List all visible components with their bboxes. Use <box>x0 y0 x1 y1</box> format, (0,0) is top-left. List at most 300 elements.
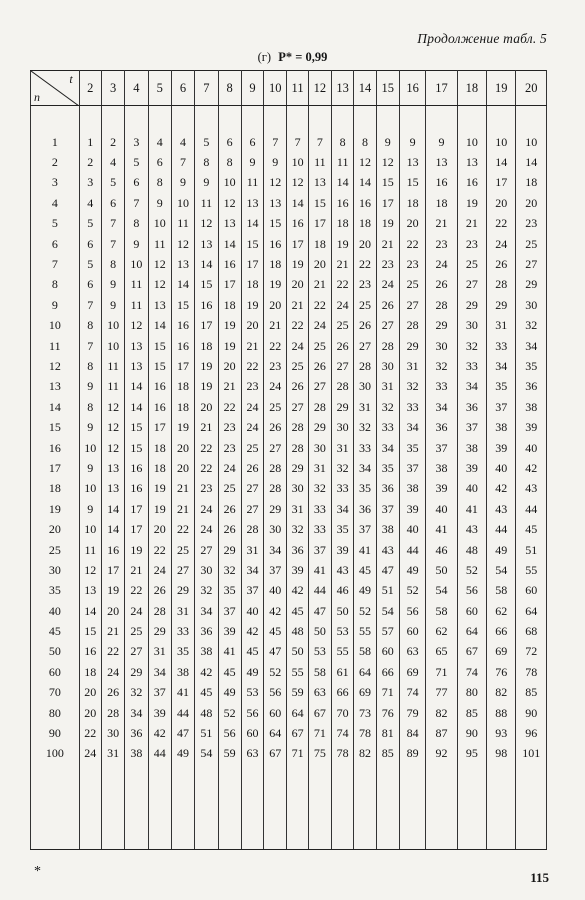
table-cell: 17 <box>218 275 241 295</box>
spacer-cell <box>457 106 486 133</box>
table-cell: 16 <box>457 173 486 193</box>
table-cell: 20 <box>101 601 124 621</box>
table-cell: 9 <box>79 377 101 397</box>
table-cell: 95 <box>457 744 486 764</box>
table-cell: 7 <box>101 214 124 234</box>
table-cell: 30 <box>308 438 331 458</box>
table-cell: 42 <box>487 479 516 499</box>
table-cell: 31 <box>487 316 516 336</box>
table-cell: 50 <box>426 560 457 580</box>
table-cell: 25 <box>399 275 425 295</box>
table-cell: 7 <box>287 132 308 152</box>
table-cell: 12 <box>171 234 194 254</box>
filler-cell <box>426 764 457 850</box>
table-cell: 16 <box>195 295 218 315</box>
table-cell: 34 <box>264 540 287 560</box>
table-cell: 27 <box>376 316 399 336</box>
table-cell: 20 <box>241 316 263 336</box>
table-cell: 72 <box>516 642 547 662</box>
table-cell: 66 <box>376 662 399 682</box>
table-cell: 7 <box>125 193 148 213</box>
table-cell: 22 <box>171 519 194 539</box>
table-cell: 37 <box>308 540 331 560</box>
table-cell: 22 <box>241 356 263 376</box>
table-cell: 50 <box>332 601 354 621</box>
table-cell: 14 <box>195 254 218 274</box>
table-cell: 26 <box>148 581 171 601</box>
table-cell: 18 <box>79 662 101 682</box>
table-cell: 21 <box>287 295 308 315</box>
table-row <box>31 642 547 662</box>
table-cell: 34 <box>516 336 547 356</box>
table-cell: 12 <box>376 152 399 172</box>
table-header-row <box>31 71 547 106</box>
table-cell: 43 <box>457 519 486 539</box>
row-label-n: 1 <box>31 132 80 152</box>
column-header-t-7: 7 <box>195 71 218 106</box>
table-cell: 98 <box>487 744 516 764</box>
table-cell: 14 <box>241 214 263 234</box>
table-body <box>31 106 547 850</box>
table-cell: 33 <box>376 417 399 437</box>
table-cell: 32 <box>218 560 241 580</box>
table-cell: 36 <box>125 723 148 743</box>
table-cell: 69 <box>354 683 376 703</box>
table-cell: 33 <box>308 519 331 539</box>
table-cell: 9 <box>376 132 399 152</box>
table-cell: 26 <box>264 417 287 437</box>
table-cell: 10 <box>218 173 241 193</box>
table-cell: 11 <box>101 356 124 376</box>
table-cell: 14 <box>354 173 376 193</box>
table-cell: 37 <box>457 417 486 437</box>
table-cell: 19 <box>332 234 354 254</box>
column-header-t-3: 3 <box>101 71 124 106</box>
table-cell: 12 <box>148 275 171 295</box>
table-cell: 63 <box>399 642 425 662</box>
table-cell: 25 <box>332 316 354 336</box>
row-label-n: 60 <box>31 662 80 682</box>
table-cell: 21 <box>308 275 331 295</box>
table-cell: 16 <box>79 642 101 662</box>
table-cell: 21 <box>426 214 457 234</box>
filler-cell <box>241 764 263 850</box>
table-cell: 36 <box>354 499 376 519</box>
table-cell: 29 <box>218 540 241 560</box>
table-cell: 15 <box>241 234 263 254</box>
table-cell: 39 <box>457 458 486 478</box>
table-cell: 26 <box>308 356 331 376</box>
table-cell: 11 <box>195 193 218 213</box>
table-cell: 56 <box>218 723 241 743</box>
table-cell: 19 <box>171 417 194 437</box>
row-label-n: 10 <box>31 316 80 336</box>
table-cell: 26 <box>101 683 124 703</box>
table-cell: 48 <box>195 703 218 723</box>
table-cell: 5 <box>101 173 124 193</box>
column-header-t-20: 20 <box>516 71 547 106</box>
table-cell: 10 <box>101 316 124 336</box>
filler-cell <box>171 764 194 850</box>
table-cell: 60 <box>399 621 425 641</box>
spacer-cell <box>332 106 354 133</box>
table-cell: 28 <box>101 703 124 723</box>
table-cell: 87 <box>426 723 457 743</box>
table-cell: 21 <box>264 316 287 336</box>
table-cell: 24 <box>426 254 457 274</box>
table-cell: 13 <box>125 336 148 356</box>
table-cell: 15 <box>125 417 148 437</box>
table-cell: 18 <box>332 214 354 234</box>
table-cell: 85 <box>376 744 399 764</box>
table-cell: 26 <box>218 519 241 539</box>
table-cell: 27 <box>125 642 148 662</box>
table-cell: 24 <box>125 601 148 621</box>
table-cell: 35 <box>171 642 194 662</box>
table-cell: 38 <box>457 438 486 458</box>
filler-cell <box>332 764 354 850</box>
table-cell: 29 <box>457 295 486 315</box>
table-cell: 71 <box>426 662 457 682</box>
table-cell: 34 <box>148 662 171 682</box>
table-cell: 7 <box>101 234 124 254</box>
row-label-n: 12 <box>31 356 80 376</box>
table-cell: 11 <box>125 275 148 295</box>
table-cell: 21 <box>218 377 241 397</box>
table-cell: 37 <box>148 683 171 703</box>
table-cell: 50 <box>287 642 308 662</box>
table-cell: 9 <box>195 173 218 193</box>
table-cell: 13 <box>308 173 331 193</box>
table-cell: 16 <box>148 377 171 397</box>
table-cell: 58 <box>308 662 331 682</box>
row-label-n: 2 <box>31 152 80 172</box>
table-cell: 37 <box>218 601 241 621</box>
table-cell: 18 <box>399 193 425 213</box>
table-cell: 17 <box>487 173 516 193</box>
table-row <box>31 540 547 560</box>
table-cell: 26 <box>487 254 516 274</box>
table-cell: 13 <box>195 234 218 254</box>
table-cell: 31 <box>287 499 308 519</box>
table-cell: 21 <box>171 479 194 499</box>
table-cell: 26 <box>354 316 376 336</box>
table-row <box>31 662 547 682</box>
table-cell: 47 <box>171 723 194 743</box>
table-cell: 80 <box>457 683 486 703</box>
table-cell: 34 <box>195 601 218 621</box>
table-cell: 60 <box>376 642 399 662</box>
table-cell: 23 <box>426 234 457 254</box>
row-label-n: 15 <box>31 417 80 437</box>
table-cell: 31 <box>376 377 399 397</box>
table-cell: 64 <box>264 723 287 743</box>
table-cell: 31 <box>354 397 376 417</box>
table-cell: 82 <box>354 744 376 764</box>
table-cell: 21 <box>241 336 263 356</box>
table-cell: 43 <box>332 560 354 580</box>
column-header-t-11: 11 <box>287 71 308 106</box>
table-cell: 15 <box>376 173 399 193</box>
spacer-cell <box>171 106 194 133</box>
table-cell: 21 <box>171 499 194 519</box>
table-cell: 13 <box>426 152 457 172</box>
table-cell: 22 <box>287 316 308 336</box>
table-row <box>31 397 547 417</box>
table-cell: 26 <box>218 499 241 519</box>
table-cell: 68 <box>516 621 547 641</box>
table-cell: 11 <box>79 540 101 560</box>
table-cell: 6 <box>79 234 101 254</box>
table-cell: 5 <box>79 214 101 234</box>
table-cell: 19 <box>264 275 287 295</box>
table-cell: 22 <box>148 540 171 560</box>
table-cell: 30 <box>264 519 287 539</box>
table-cell: 19 <box>195 377 218 397</box>
table-cell: 28 <box>399 316 425 336</box>
table-cell: 6 <box>148 152 171 172</box>
table-cell: 14 <box>516 152 547 172</box>
table-cell: 9 <box>148 193 171 213</box>
table-cell: 9 <box>79 458 101 478</box>
table-cell: 52 <box>399 581 425 601</box>
table-cell: 3 <box>79 173 101 193</box>
table-row <box>31 744 547 764</box>
table-cell: 88 <box>487 703 516 723</box>
table-cell: 14 <box>79 601 101 621</box>
table-cell: 12 <box>354 152 376 172</box>
filler-cell <box>308 764 331 850</box>
table-cell: 11 <box>241 173 263 193</box>
table-cell: 43 <box>516 479 547 499</box>
table-cell: 42 <box>195 662 218 682</box>
table-cell: 29 <box>516 275 547 295</box>
table-cell: 93 <box>487 723 516 743</box>
table-cell: 90 <box>457 723 486 743</box>
table-cell: 21 <box>101 621 124 641</box>
table-cell: 12 <box>287 173 308 193</box>
table-cell: 14 <box>101 519 124 539</box>
table-cell: 17 <box>125 499 148 519</box>
table-cell: 32 <box>287 519 308 539</box>
table-row <box>31 458 547 478</box>
table-cell: 18 <box>426 193 457 213</box>
table-cell: 15 <box>148 336 171 356</box>
table-cell: 23 <box>354 275 376 295</box>
table-cell: 31 <box>308 458 331 478</box>
table-cell: 20 <box>487 193 516 213</box>
table-cell: 45 <box>264 621 287 641</box>
table-cell: 31 <box>241 540 263 560</box>
table-cell: 70 <box>332 703 354 723</box>
table-cell: 13 <box>79 581 101 601</box>
table-cell: 7 <box>79 295 101 315</box>
table-cell: 30 <box>426 336 457 356</box>
table-cell: 12 <box>101 417 124 437</box>
table-cell: 18 <box>148 458 171 478</box>
row-label-n: 80 <box>31 703 80 723</box>
table-cell: 49 <box>171 744 194 764</box>
table-cell: 14 <box>148 316 171 336</box>
table-cell: 55 <box>516 560 547 580</box>
filler-cell <box>148 764 171 850</box>
table-cell: 12 <box>148 254 171 274</box>
table-cell: 34 <box>487 356 516 376</box>
corner-label-n: n <box>34 90 40 104</box>
table-cell: 22 <box>332 275 354 295</box>
table-cell: 16 <box>332 193 354 213</box>
table-cell: 42 <box>516 458 547 478</box>
table-cell: 23 <box>218 438 241 458</box>
table-cell: 18 <box>308 234 331 254</box>
table-cell: 42 <box>264 601 287 621</box>
table-cell: 24 <box>79 744 101 764</box>
table-cell: 13 <box>125 356 148 376</box>
table-row <box>31 581 547 601</box>
column-header-t-17: 17 <box>426 71 457 106</box>
table-cell: 25 <box>287 356 308 376</box>
table-cell: 27 <box>308 377 331 397</box>
table-cell: 7 <box>264 132 287 152</box>
table-cell: 58 <box>487 581 516 601</box>
page-number: 115 <box>530 870 549 885</box>
table-row <box>31 723 547 743</box>
table-cell: 29 <box>308 417 331 437</box>
table-cell: 32 <box>195 581 218 601</box>
filler-cell <box>125 764 148 850</box>
table-row <box>31 214 547 234</box>
table-cell: 8 <box>354 132 376 152</box>
table-cell: 22 <box>264 336 287 356</box>
table-cell: 25 <box>218 479 241 499</box>
column-header-t-4: 4 <box>125 71 148 106</box>
table-cell: 16 <box>171 316 194 336</box>
row-label-n: 70 <box>31 683 80 703</box>
spacer-cell <box>218 106 241 133</box>
table-cell: 17 <box>287 234 308 254</box>
table-cell: 59 <box>287 683 308 703</box>
table-cell: 17 <box>125 519 148 539</box>
table-cell: 12 <box>125 316 148 336</box>
table-cell: 39 <box>516 417 547 437</box>
table-cell: 49 <box>354 581 376 601</box>
table-cell: 32 <box>399 377 425 397</box>
table-cell: 37 <box>487 397 516 417</box>
table-cell: 16 <box>426 173 457 193</box>
table-cell: 28 <box>264 479 287 499</box>
table-cell: 58 <box>354 642 376 662</box>
table-cell: 96 <box>516 723 547 743</box>
table-cell: 13 <box>457 152 486 172</box>
table-cell: 73 <box>354 703 376 723</box>
table-cell: 38 <box>171 662 194 682</box>
table-cell: 44 <box>148 744 171 764</box>
table-cell: 32 <box>332 458 354 478</box>
table-cell: 26 <box>426 275 457 295</box>
table-cell: 37 <box>354 519 376 539</box>
table-cell: 38 <box>426 458 457 478</box>
table-cell: 27 <box>399 295 425 315</box>
row-label-n: 7 <box>31 254 80 274</box>
table-cell: 20 <box>148 519 171 539</box>
table-cell: 6 <box>79 275 101 295</box>
row-label-n: 6 <box>31 234 80 254</box>
table-cell: 8 <box>148 173 171 193</box>
table-row <box>31 275 547 295</box>
table-cell: 82 <box>426 703 457 723</box>
table-cell: 1 <box>79 132 101 152</box>
table-cell: 30 <box>354 377 376 397</box>
table-cell: 81 <box>376 723 399 743</box>
table-cell: 101 <box>516 744 547 764</box>
table-cell: 17 <box>308 214 331 234</box>
table-cell: 20 <box>354 234 376 254</box>
table-cell: 48 <box>457 540 486 560</box>
footer-mark: * <box>34 864 41 879</box>
table-cell: 13 <box>241 193 263 213</box>
table-cell: 27 <box>457 275 486 295</box>
table-cell: 9 <box>79 417 101 437</box>
table-cell: 37 <box>241 581 263 601</box>
table-cell: 13 <box>148 295 171 315</box>
table-cell: 17 <box>101 560 124 580</box>
table-cell: 44 <box>399 540 425 560</box>
table-cell: 17 <box>171 356 194 376</box>
table-cell: 43 <box>487 499 516 519</box>
table-cell: 26 <box>287 377 308 397</box>
column-header-t-8: 8 <box>218 71 241 106</box>
table-row <box>31 173 547 193</box>
table-cell: 52 <box>264 662 287 682</box>
table-cell: 34 <box>399 417 425 437</box>
spacer-cell <box>148 106 171 133</box>
table-cell: 62 <box>426 621 457 641</box>
table-cell: 41 <box>171 683 194 703</box>
table-cell: 31 <box>101 744 124 764</box>
table-cell: 39 <box>218 621 241 641</box>
table-cell: 22 <box>487 214 516 234</box>
table-cell: 5 <box>125 152 148 172</box>
table-cell: 21 <box>125 560 148 580</box>
table-cell: 47 <box>264 642 287 662</box>
table-cell: 24 <box>241 397 263 417</box>
table-cell: 20 <box>79 703 101 723</box>
table-cell: 10 <box>125 254 148 274</box>
table-cell: 41 <box>354 540 376 560</box>
table-cell: 18 <box>241 275 263 295</box>
table-cell: 12 <box>101 438 124 458</box>
table-cell: 18 <box>354 214 376 234</box>
filler-cell <box>31 764 80 850</box>
table-cell: 35 <box>487 377 516 397</box>
table-cell: 18 <box>516 173 547 193</box>
table-cell: 19 <box>218 316 241 336</box>
table-cell: 89 <box>399 744 425 764</box>
table-continuation-header: Продолжение табл. 5 <box>417 31 547 46</box>
table-cell: 52 <box>354 601 376 621</box>
table-cell: 69 <box>487 642 516 662</box>
table-cell: 32 <box>457 336 486 356</box>
table-cell: 25 <box>171 540 194 560</box>
table-cell: 23 <box>376 254 399 274</box>
table-cell: 6 <box>218 132 241 152</box>
table-cell: 20 <box>79 683 101 703</box>
table-cell: 18 <box>148 438 171 458</box>
table-cell: 18 <box>195 336 218 356</box>
table-cell: 4 <box>148 132 171 152</box>
table-cell: 24 <box>148 560 171 580</box>
table-cell: 12 <box>264 173 287 193</box>
